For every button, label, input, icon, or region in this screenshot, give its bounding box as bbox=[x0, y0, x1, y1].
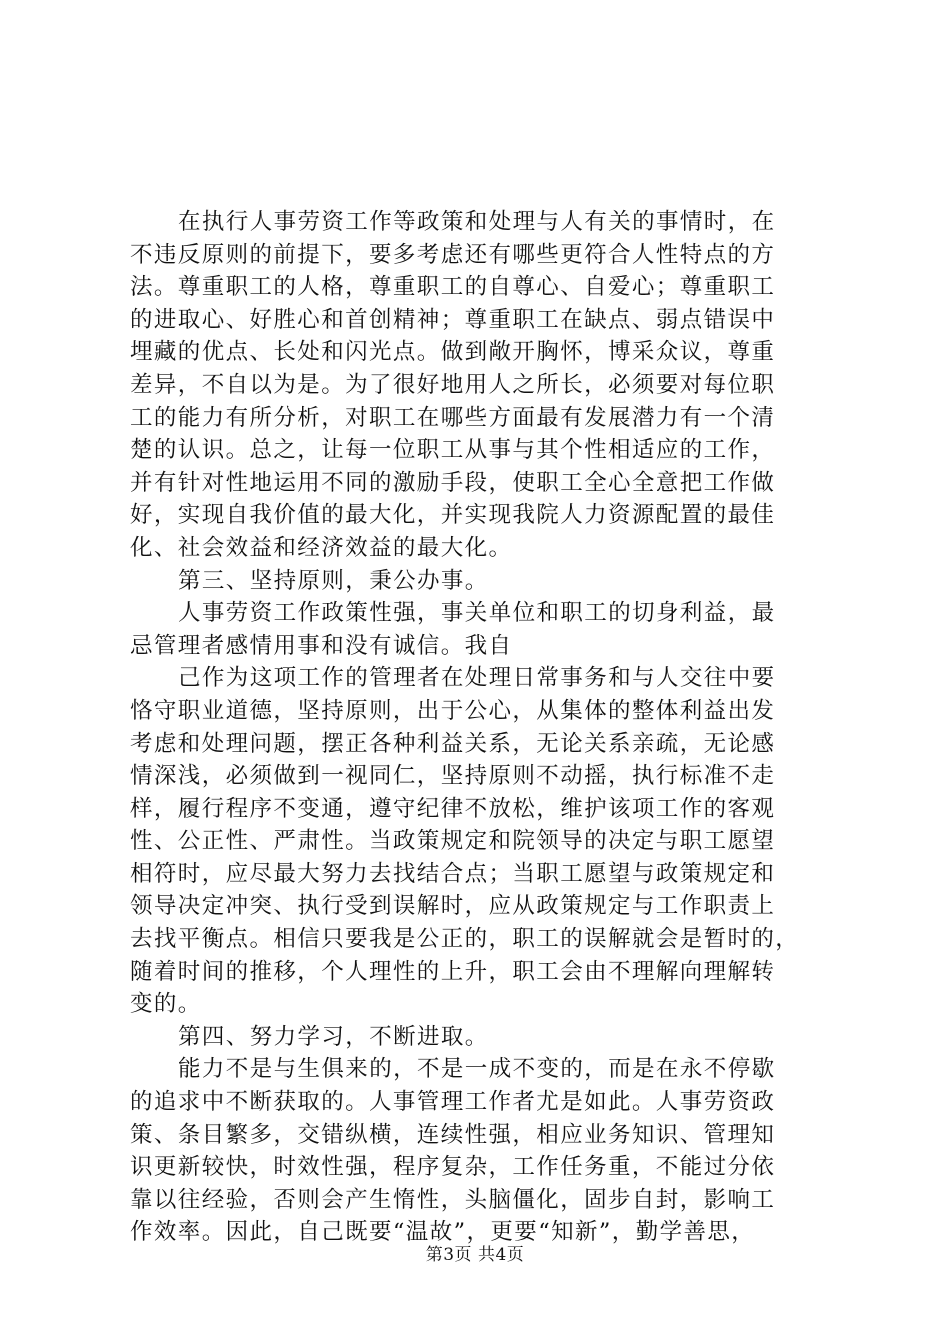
text-line: 识更新较快，时效性强，程序复杂，工作任务重，不能过分依 bbox=[130, 1154, 776, 1181]
text-line: 样，履行程序不变通，遵守纪律不放松，维护该项工作的客观 bbox=[130, 795, 776, 822]
text-line: 在执行人事劳资工作等政策和处理与人有关的事情时，在 bbox=[178, 209, 776, 235]
text-line: 靠以往经验，否则会产生惰性，头脑僵化，固步自封，影响工 bbox=[130, 1186, 776, 1213]
text-line: 不违反原则的前提下，要多考虑还有哪些更符合人性特点的方 bbox=[130, 241, 776, 268]
text-line: 随着时间的推移，个人理性的上升，职工会由不理解向理解转 bbox=[130, 958, 776, 985]
text-line: 去找平衡点。相信只要我是公正的，职工的误解就会是暂时的， bbox=[130, 926, 800, 953]
text-line: 领导决定冲突、执行受到误解时，应从政策规定与工作职责上 bbox=[130, 893, 776, 920]
text-line: 的追求中不断获取的。人事管理工作者尤是如此。人事劳资政 bbox=[130, 1089, 776, 1116]
text-line: 人事劳资工作政策性强，事关单位和职工的切身利益，最 bbox=[178, 600, 776, 627]
text-line: 考虑和处理问题，摆正各种利益关系，无论关系亲疏，无论感 bbox=[130, 730, 776, 757]
text-line: 法。尊重职工的人格，尊重职工的自尊心、自爱心；尊重职工 bbox=[130, 274, 776, 301]
text-line: 能力不是与生俱来的，不是一成不变的，而是在永不停歇 bbox=[178, 1056, 776, 1083]
text-line: 的进取心、好胜心和首创精神；尊重职工在缺点、弱点错误中 bbox=[130, 306, 776, 333]
text-line: 楚的认识。总之，让每一位职工从事与其个性相适应的工作， bbox=[130, 437, 776, 464]
text-line: 己作为这项工作的管理者在处理日常事务和与人交往中要 bbox=[178, 665, 776, 692]
text-line: 好，实现自我价值的最大化，并实现我院人力资源配置的最佳 bbox=[130, 502, 776, 529]
text-line: 变的。 bbox=[130, 991, 202, 1018]
text-line: 策、条目繁多，交错纵横，连续性强，相应业务知识、管理知 bbox=[130, 1121, 776, 1148]
text-line: 性、公正性、严肃性。当政策规定和院领导的决定与职工愿望 bbox=[130, 828, 776, 855]
text-line: 第三、坚持原则，秉公办事。 bbox=[178, 567, 489, 594]
text-line: 并有针对性地运用不同的激励手段，使职工全心全意把工作做 bbox=[130, 469, 776, 496]
text-line: 差异，不自以为是。为了很好地用人之所长，必须要对每位职 bbox=[130, 371, 776, 398]
document-body bbox=[130, 206, 830, 1249]
text-line: 化、社会效益和经济效益的最大化。 bbox=[130, 534, 513, 561]
page-number-footer: 第3页 共4页 bbox=[425, 1245, 525, 1265]
text-line: 相符时，应尽最大努力去找结合点；当职工愿望与政策规定和 bbox=[130, 860, 776, 887]
text-line: 埋藏的优点、长处和闪光点。做到敞开胸怀，博采众议，尊重 bbox=[130, 339, 776, 366]
text-line: 忌管理者感情用事和没有诚信。我自 bbox=[130, 632, 513, 659]
text-line: 工的能力有所分析，对职工在哪些方面最有发展潜力有一个清 bbox=[130, 404, 776, 431]
text-line: 恪守职业道德，坚持原则，出于公心，从集体的整体利益出发 bbox=[130, 697, 776, 724]
text-line: 情深浅，必须做到一视同仁，坚持原则不动摇，执行标准不走 bbox=[130, 763, 776, 790]
text-line: 作效率。因此，自己既要“温故”，更要“知新”，勤学善思， bbox=[130, 1219, 756, 1246]
text-line: 第四、努力学习，不断进取。 bbox=[178, 1023, 489, 1050]
